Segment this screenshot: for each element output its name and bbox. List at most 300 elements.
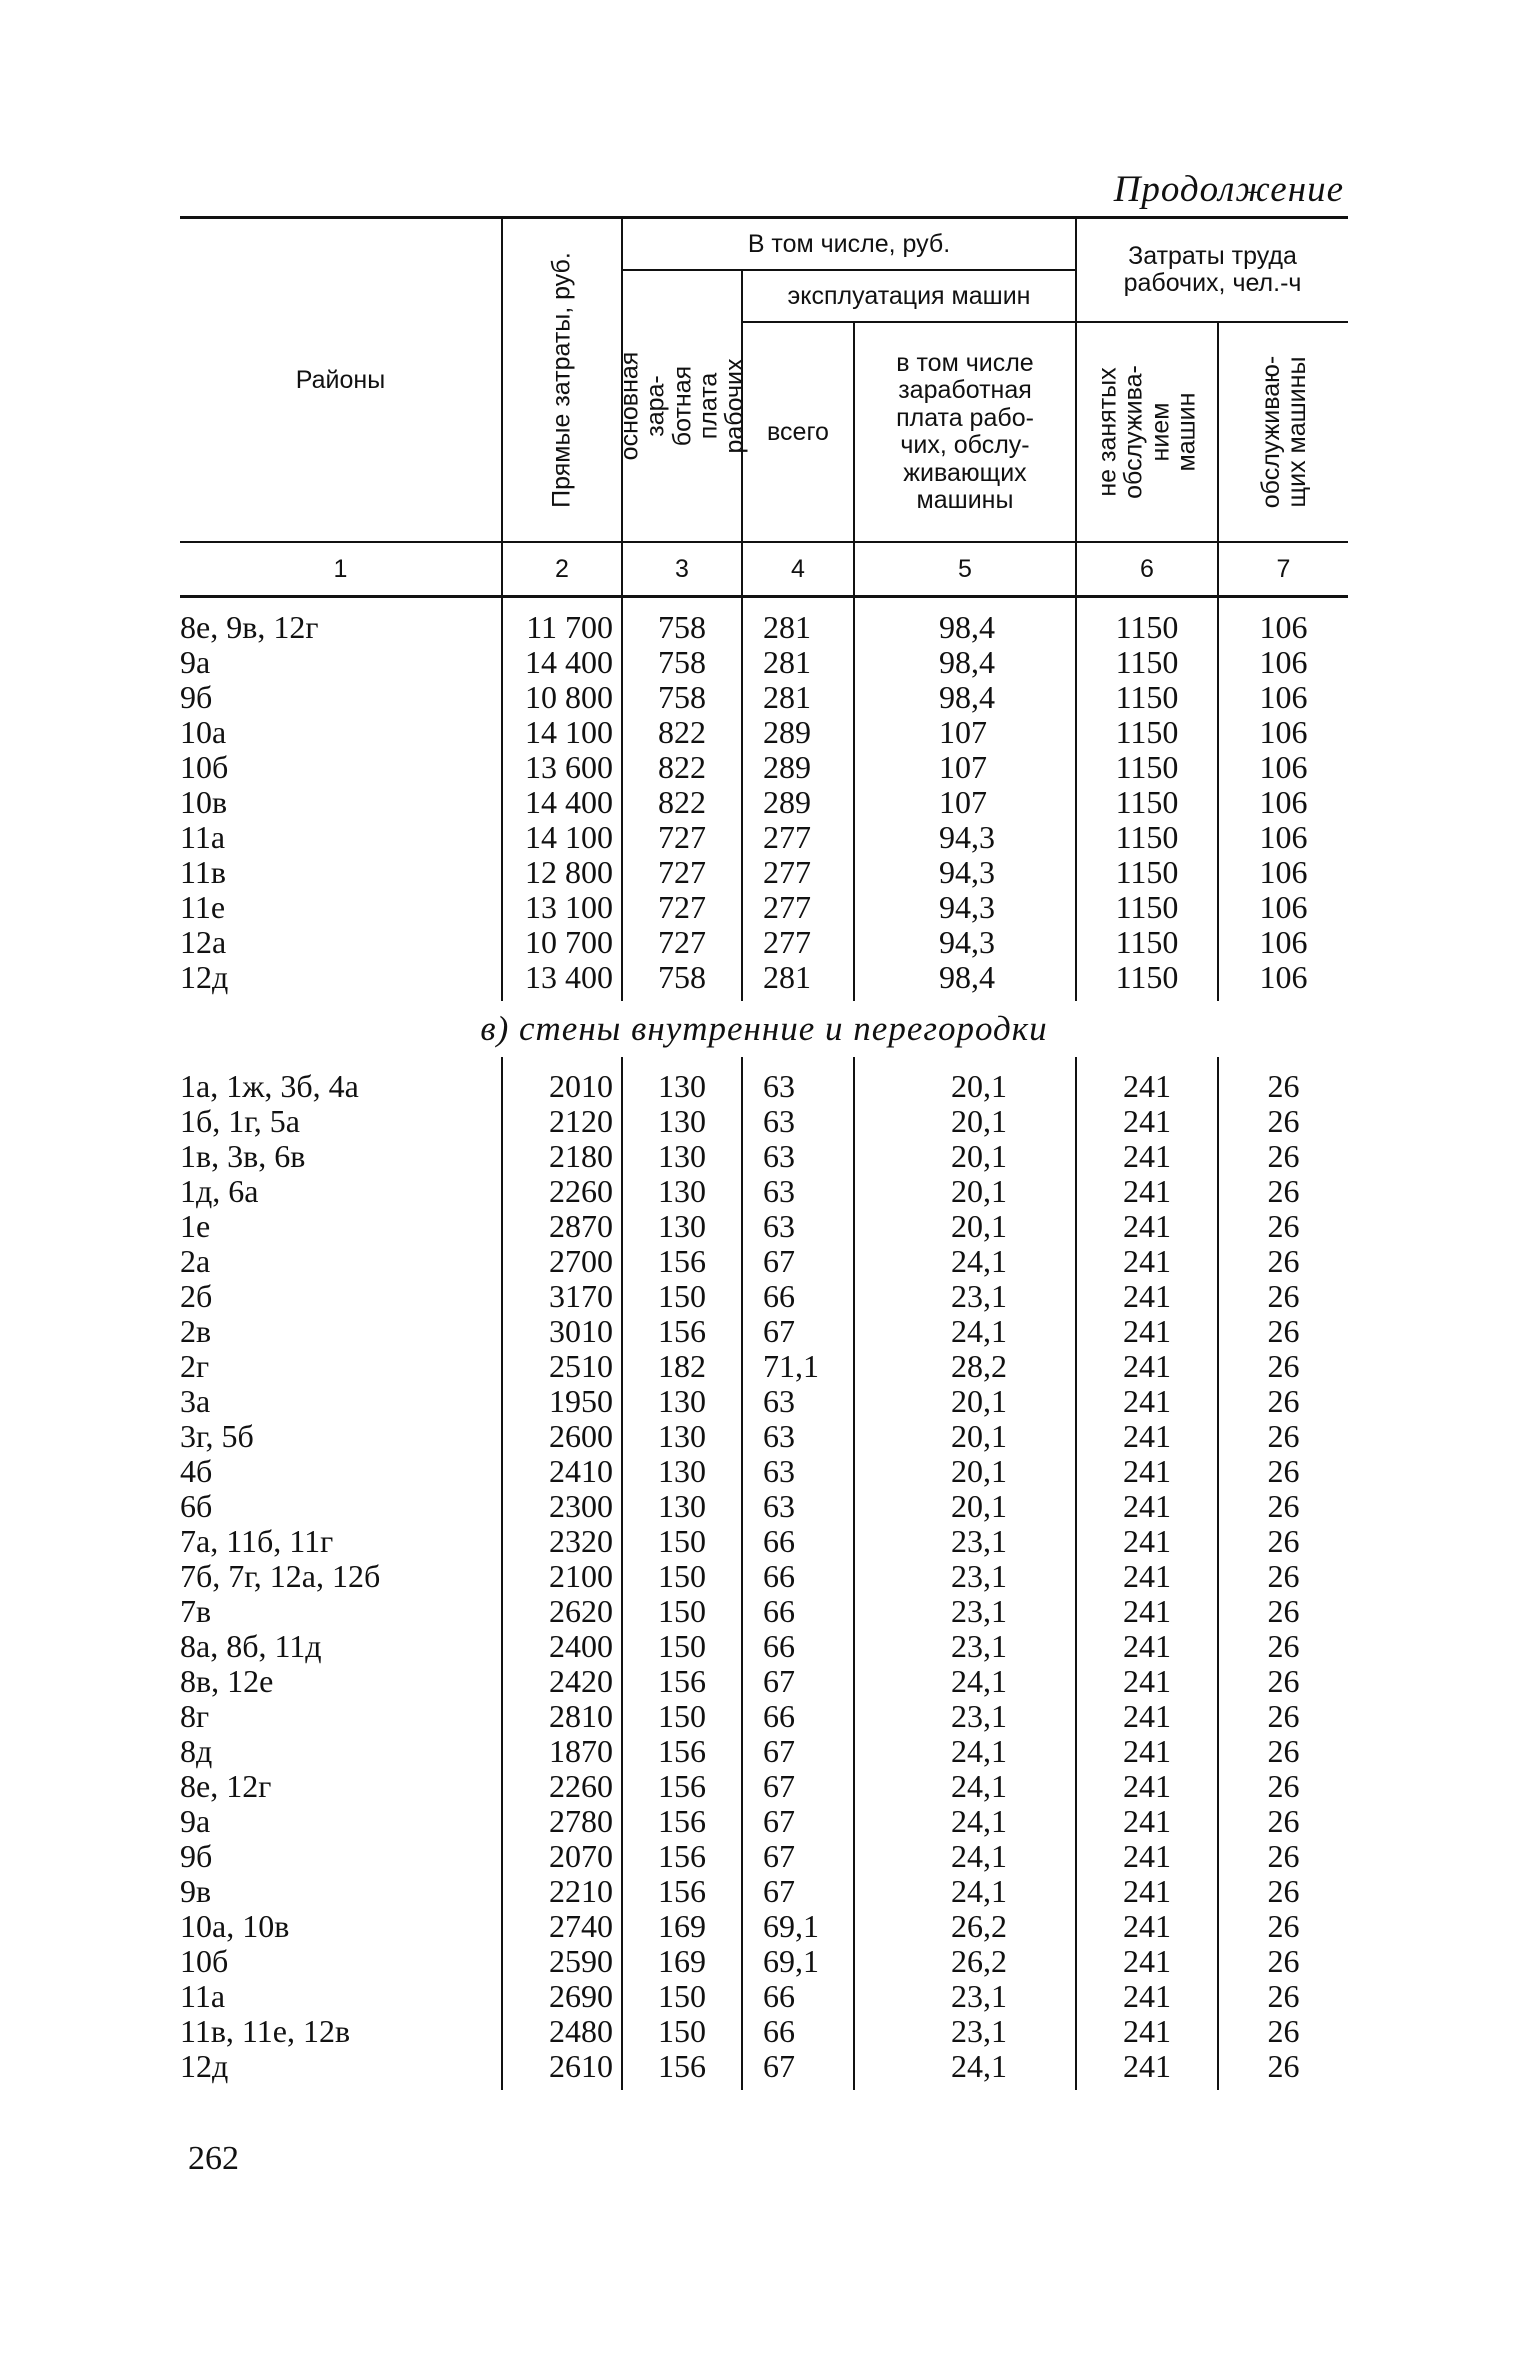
labor-machine-cell: 106	[1218, 610, 1348, 645]
labor-non-machine-cell: 241	[1076, 1069, 1218, 1104]
machine-wage-cell: 23,1	[854, 2014, 1076, 2049]
labor-non-machine-cell: 241	[1076, 1979, 1218, 2014]
col-number: 4	[742, 542, 854, 597]
labor-non-machine-cell: 1150	[1076, 925, 1218, 960]
direct-costs-cell: 2410	[502, 1454, 622, 1489]
table-row	[180, 1384, 1348, 1419]
machine-total-cell: 66	[742, 1629, 854, 1664]
table-row	[180, 1734, 1348, 1769]
machine-wage-cell: 28,2	[854, 1349, 1076, 1384]
region-cell: 10в	[180, 784, 228, 820]
region-cell: 12д	[180, 959, 229, 995]
machine-wage-cell: 20,1	[854, 1174, 1076, 1209]
region-cell: 9в	[180, 1873, 212, 1909]
labor-non-machine-cell: 1150	[1076, 715, 1218, 750]
direct-costs-cell: 2210	[502, 1874, 622, 1909]
base-wage-cell: 182	[622, 1349, 742, 1384]
machine-wage-cell: 98,4	[854, 610, 1076, 645]
machine-wage-cell: 98,4	[854, 680, 1076, 715]
labor-machine-cell: 26	[1218, 1069, 1348, 1104]
table-row	[180, 1139, 1348, 1174]
table-row	[180, 1769, 1348, 1804]
header-incl-wage-machine: в том числе заработная плата рабо- чих, обслу- живающих машины	[854, 322, 1076, 542]
header-direct-costs: Прямые затраты, руб.	[547, 252, 576, 508]
page-number: 262	[188, 2140, 239, 2177]
machine-wage-cell: 23,1	[854, 1699, 1076, 1734]
base-wage-cell: 150	[622, 1559, 742, 1594]
labor-non-machine-cell: 241	[1076, 1454, 1218, 1489]
machine-total-cell: 66	[742, 1979, 854, 2014]
machine-wage-cell: 26,2	[854, 1944, 1076, 1979]
base-wage-cell: 758	[622, 960, 742, 995]
labor-non-machine-cell: 241	[1076, 1909, 1218, 1944]
direct-costs-cell: 12 800	[502, 855, 622, 890]
direct-costs-cell: 3010	[502, 1314, 622, 1349]
machine-wage-cell: 24,1	[854, 1314, 1076, 1349]
direct-costs-cell: 2870	[502, 1209, 622, 1244]
table-row	[180, 610, 1348, 645]
base-wage-cell: 156	[622, 1664, 742, 1699]
machine-total-cell: 69,1	[742, 1944, 854, 1979]
cost-table	[180, 216, 1348, 2090]
labor-non-machine-cell: 241	[1076, 1804, 1218, 1839]
base-wage-cell: 156	[622, 1734, 742, 1769]
header-not-machine: не занятых обслужива- нием машин	[1093, 365, 1201, 499]
machine-total-cell: 63	[742, 1384, 854, 1419]
base-wage-cell: 130	[622, 1454, 742, 1489]
table-row	[180, 1664, 1348, 1699]
base-wage-cell: 156	[622, 1804, 742, 1839]
machine-total-cell: 67	[742, 1874, 854, 1909]
table-row	[180, 750, 1348, 785]
region-cell: 8г	[180, 1698, 210, 1734]
base-wage-cell: 758	[622, 610, 742, 645]
labor-non-machine-cell: 241	[1076, 1629, 1218, 1664]
labor-non-machine-cell: 241	[1076, 1769, 1218, 1804]
labor-non-machine-cell: 241	[1076, 1874, 1218, 1909]
direct-costs-cell: 14 400	[502, 785, 622, 820]
direct-costs-cell: 3170	[502, 1279, 622, 1314]
direct-costs-cell: 2700	[502, 1244, 622, 1279]
machine-total-cell: 66	[742, 1594, 854, 1629]
labor-machine-cell: 26	[1218, 1314, 1348, 1349]
machine-total-cell: 63	[742, 1209, 854, 1244]
labor-machine-cell: 106	[1218, 820, 1348, 855]
direct-costs-cell: 2510	[502, 1349, 622, 1384]
machine-wage-cell: 23,1	[854, 1594, 1076, 1629]
table-row	[180, 1069, 1348, 1104]
direct-costs-cell: 2480	[502, 2014, 622, 2049]
region-cell: 11в, 11е, 12в	[180, 2013, 351, 2049]
labor-machine-cell: 106	[1218, 680, 1348, 715]
machine-wage-cell: 20,1	[854, 1104, 1076, 1139]
base-wage-cell: 727	[622, 925, 742, 960]
machine-wage-cell: 23,1	[854, 1279, 1076, 1314]
region-cell: 11а	[180, 1978, 226, 2014]
direct-costs-cell: 2180	[502, 1139, 622, 1174]
region-cell: 8а, 8б, 11д	[180, 1628, 322, 1664]
region-cell: 11а	[180, 819, 226, 855]
machine-total-cell: 69,1	[742, 1909, 854, 1944]
base-wage-cell: 156	[622, 1314, 742, 1349]
labor-non-machine-cell: 241	[1076, 2014, 1218, 2049]
region-cell: 10а, 10в	[180, 1908, 290, 1944]
table-row	[180, 1349, 1348, 1384]
labor-non-machine-cell: 241	[1076, 1174, 1218, 1209]
base-wage-cell: 130	[622, 1174, 742, 1209]
base-wage-cell: 822	[622, 750, 742, 785]
machine-wage-cell: 107	[854, 750, 1076, 785]
machine-wage-cell: 20,1	[854, 1209, 1076, 1244]
direct-costs-cell: 2320	[502, 1524, 622, 1559]
machine-total-cell: 66	[742, 1699, 854, 1734]
direct-costs-cell: 11 700	[502, 610, 622, 645]
labor-non-machine-cell: 1150	[1076, 680, 1218, 715]
base-wage-cell: 130	[622, 1419, 742, 1454]
labor-machine-cell: 106	[1218, 960, 1348, 995]
table-row	[180, 960, 1348, 995]
machine-wage-cell: 107	[854, 785, 1076, 820]
region-cell: 4б	[180, 1453, 213, 1489]
region-cell: 2б	[180, 1278, 213, 1314]
labor-machine-cell: 106	[1218, 890, 1348, 925]
table-row	[180, 2014, 1348, 2049]
machine-total-cell: 289	[742, 715, 854, 750]
labor-non-machine-cell: 1150	[1076, 645, 1218, 680]
direct-costs-cell: 2620	[502, 1594, 622, 1629]
base-wage-cell: 130	[622, 1384, 742, 1419]
labor-machine-cell: 106	[1218, 785, 1348, 820]
labor-machine-cell: 26	[1218, 2049, 1348, 2084]
machine-total-cell: 281	[742, 960, 854, 995]
labor-machine-cell: 26	[1218, 1629, 1348, 1664]
direct-costs-cell: 13 100	[502, 890, 622, 925]
labor-machine-cell: 106	[1218, 750, 1348, 785]
table-row	[180, 680, 1348, 715]
labor-non-machine-cell: 1150	[1076, 960, 1218, 995]
labor-non-machine-cell: 241	[1076, 1524, 1218, 1559]
labor-non-machine-cell: 241	[1076, 1839, 1218, 1874]
table-row	[180, 1489, 1348, 1524]
labor-machine-cell: 26	[1218, 1419, 1348, 1454]
table-row	[180, 1314, 1348, 1349]
machine-total-cell: 66	[742, 2014, 854, 2049]
machine-total-cell: 277	[742, 855, 854, 890]
region-cell: 8в, 12е	[180, 1663, 274, 1699]
table-row	[180, 890, 1348, 925]
base-wage-cell: 758	[622, 680, 742, 715]
base-wage-cell: 150	[622, 1979, 742, 2014]
labor-non-machine-cell: 241	[1076, 1699, 1218, 1734]
machine-total-cell: 289	[742, 750, 854, 785]
base-wage-cell: 156	[622, 1244, 742, 1279]
table-row	[180, 1454, 1348, 1489]
region-cell: 7б, 7г, 12а, 12б	[180, 1558, 381, 1594]
labor-machine-cell: 26	[1218, 1874, 1348, 1909]
table-row	[180, 2049, 1348, 2084]
labor-machine-cell: 26	[1218, 1454, 1348, 1489]
labor-machine-cell: 26	[1218, 2014, 1348, 2049]
machine-wage-cell: 24,1	[854, 1244, 1076, 1279]
table-row	[180, 1244, 1348, 1279]
machine-wage-cell: 24,1	[854, 1734, 1076, 1769]
table-row	[180, 1104, 1348, 1139]
direct-costs-cell: 2300	[502, 1489, 622, 1524]
base-wage-cell: 130	[622, 1069, 742, 1104]
direct-costs-cell: 2780	[502, 1804, 622, 1839]
labor-non-machine-cell: 241	[1076, 1279, 1218, 1314]
labor-non-machine-cell: 241	[1076, 1349, 1218, 1384]
direct-costs-cell: 2610	[502, 2049, 622, 2084]
labor-non-machine-cell: 241	[1076, 1489, 1218, 1524]
header-regions: Районы	[180, 218, 502, 543]
header-base-wage: основная зара- ботная плата рабочих	[615, 351, 749, 461]
region-cell: 1в, 3в, 6в	[180, 1138, 306, 1174]
labor-machine-cell: 26	[1218, 1769, 1348, 1804]
base-wage-cell: 156	[622, 1874, 742, 1909]
table-row	[180, 1839, 1348, 1874]
machine-total-cell: 63	[742, 1489, 854, 1524]
direct-costs-cell: 2010	[502, 1069, 622, 1104]
machine-wage-cell: 98,4	[854, 645, 1076, 680]
labor-machine-cell: 26	[1218, 1174, 1348, 1209]
direct-costs-cell: 13 600	[502, 750, 622, 785]
region-cell: 1а, 1ж, 3б, 4а	[180, 1068, 359, 1104]
direct-costs-cell: 1870	[502, 1734, 622, 1769]
labor-machine-cell: 26	[1218, 1104, 1348, 1139]
labor-machine-cell: 26	[1218, 1734, 1348, 1769]
machine-total-cell: 277	[742, 890, 854, 925]
machine-total-cell: 67	[742, 1244, 854, 1279]
region-cell: 8д	[180, 1733, 213, 1769]
machine-total-cell: 66	[742, 1524, 854, 1559]
header-machine-operation: эксплуатация машин	[742, 270, 1076, 322]
base-wage-cell: 727	[622, 855, 742, 890]
labor-non-machine-cell: 1150	[1076, 820, 1218, 855]
direct-costs-cell: 2590	[502, 1944, 622, 1979]
labor-machine-cell: 26	[1218, 1489, 1348, 1524]
machine-wage-cell: 107	[854, 715, 1076, 750]
col-number: 3	[622, 542, 742, 597]
base-wage-cell: 130	[622, 1489, 742, 1524]
machine-total-cell: 63	[742, 1419, 854, 1454]
direct-costs-cell: 10 800	[502, 680, 622, 715]
direct-costs-cell: 10 700	[502, 925, 622, 960]
table-row	[180, 1909, 1348, 1944]
table-row	[180, 1979, 1348, 2014]
section-title: в) стены внутренние и перегородки	[480, 1009, 1048, 1048]
machine-total-cell: 67	[742, 2049, 854, 2084]
base-wage-cell: 150	[622, 1629, 742, 1664]
region-cell: 6б	[180, 1488, 213, 1524]
region-cell: 10а	[180, 714, 227, 750]
labor-non-machine-cell: 241	[1076, 1734, 1218, 1769]
machine-wage-cell: 23,1	[854, 1629, 1076, 1664]
machine-total-cell: 71,1	[742, 1349, 854, 1384]
region-cell: 8е, 12г	[180, 1768, 272, 1804]
labor-non-machine-cell: 1150	[1076, 750, 1218, 785]
machine-wage-cell: 24,1	[854, 1839, 1076, 1874]
base-wage-cell: 150	[622, 1279, 742, 1314]
header-total: всего	[742, 322, 854, 542]
machine-total-cell: 63	[742, 1139, 854, 1174]
labor-machine-cell: 106	[1218, 715, 1348, 750]
labor-machine-cell: 106	[1218, 925, 1348, 960]
machine-total-cell: 281	[742, 645, 854, 680]
machine-wage-cell: 20,1	[854, 1069, 1076, 1104]
direct-costs-cell: 14 400	[502, 645, 622, 680]
base-wage-cell: 758	[622, 645, 742, 680]
labor-machine-cell: 26	[1218, 1944, 1348, 1979]
region-cell: 9б	[180, 679, 213, 715]
machine-wage-cell: 98,4	[854, 960, 1076, 995]
machine-total-cell: 67	[742, 1314, 854, 1349]
region-cell: 11в	[180, 854, 226, 890]
labor-machine-cell: 26	[1218, 1139, 1348, 1174]
region-cell: 8е, 9в, 12г	[180, 609, 319, 645]
machine-wage-cell: 24,1	[854, 1874, 1076, 1909]
labor-machine-cell: 106	[1218, 855, 1348, 890]
labor-non-machine-cell: 1150	[1076, 890, 1218, 925]
base-wage-cell: 130	[622, 1104, 742, 1139]
base-wage-cell: 169	[622, 1909, 742, 1944]
header-machine-workers: обслуживаю- щих машины	[1256, 355, 1311, 509]
base-wage-cell: 727	[622, 890, 742, 925]
machine-wage-cell: 94,3	[854, 925, 1076, 960]
labor-machine-cell: 106	[1218, 645, 1348, 680]
table-row	[180, 645, 1348, 680]
table-row	[180, 1209, 1348, 1244]
machine-wage-cell: 26,2	[854, 1909, 1076, 1944]
machine-wage-cell: 94,3	[854, 820, 1076, 855]
labor-non-machine-cell: 241	[1076, 2049, 1218, 2084]
region-cell: 2а	[180, 1243, 211, 1279]
section-heading-row	[180, 1001, 1348, 1057]
region-cell: 10б	[180, 1943, 229, 1979]
region-cell: 2г	[180, 1348, 210, 1384]
col-number: 2	[502, 542, 622, 597]
table-row	[180, 1944, 1348, 1979]
labor-non-machine-cell: 241	[1076, 1944, 1218, 1979]
table-header	[180, 218, 1348, 597]
region-cell: 2в	[180, 1313, 212, 1349]
labor-machine-cell: 26	[1218, 1279, 1348, 1314]
direct-costs-cell: 14 100	[502, 820, 622, 855]
header-including-rub: В том числе, руб.	[622, 218, 1076, 271]
table-row	[180, 1279, 1348, 1314]
table-row	[180, 1594, 1348, 1629]
base-wage-cell: 156	[622, 1769, 742, 1804]
base-wage-cell: 822	[622, 785, 742, 820]
region-cell: 11е	[180, 889, 226, 925]
machine-wage-cell: 20,1	[854, 1384, 1076, 1419]
labor-machine-cell: 26	[1218, 1209, 1348, 1244]
labor-machine-cell: 26	[1218, 1384, 1348, 1419]
region-cell: 12д	[180, 2048, 229, 2084]
table-row	[180, 1174, 1348, 1209]
direct-costs-cell: 14 100	[502, 715, 622, 750]
column-number-row	[180, 542, 1348, 597]
region-cell: 10б	[180, 749, 229, 785]
table-row	[180, 1629, 1348, 1664]
region-cell: 12а	[180, 924, 227, 960]
machine-wage-cell: 20,1	[854, 1419, 1076, 1454]
labor-machine-cell: 26	[1218, 1664, 1348, 1699]
machine-wage-cell: 24,1	[854, 2049, 1076, 2084]
table-row	[180, 1874, 1348, 1909]
region-cell: 9а	[180, 644, 211, 680]
machine-total-cell: 67	[742, 1664, 854, 1699]
machine-wage-cell: 20,1	[854, 1139, 1076, 1174]
region-cell: 9б	[180, 1838, 213, 1874]
table-row	[180, 1699, 1348, 1734]
machine-total-cell: 63	[742, 1454, 854, 1489]
direct-costs-cell: 2420	[502, 1664, 622, 1699]
direct-costs-cell: 2400	[502, 1629, 622, 1664]
direct-costs-cell: 2600	[502, 1419, 622, 1454]
region-cell: 1д, 6а	[180, 1173, 259, 1209]
direct-costs-cell: 2740	[502, 1909, 622, 1944]
labor-machine-cell: 26	[1218, 1699, 1348, 1734]
col-number: 6	[1076, 542, 1218, 597]
base-wage-cell: 130	[622, 1209, 742, 1244]
machine-total-cell: 66	[742, 1279, 854, 1314]
machine-total-cell: 63	[742, 1174, 854, 1209]
region-cell: 7а, 11б, 11г	[180, 1523, 334, 1559]
machine-total-cell: 67	[742, 1734, 854, 1769]
table-row	[180, 1524, 1348, 1559]
labor-non-machine-cell: 241	[1076, 1594, 1218, 1629]
base-wage-cell: 822	[622, 715, 742, 750]
table-row	[180, 785, 1348, 820]
labor-non-machine-cell: 241	[1076, 1419, 1218, 1454]
machine-total-cell: 289	[742, 785, 854, 820]
base-wage-cell: 727	[622, 820, 742, 855]
base-wage-cell: 150	[622, 1594, 742, 1629]
table-row	[180, 1804, 1348, 1839]
machine-total-cell: 63	[742, 1104, 854, 1139]
labor-non-machine-cell: 241	[1076, 1664, 1218, 1699]
machine-total-cell: 67	[742, 1769, 854, 1804]
machine-wage-cell: 20,1	[854, 1454, 1076, 1489]
base-wage-cell: 130	[622, 1139, 742, 1174]
region-cell: 1е	[180, 1208, 211, 1244]
region-cell: 3а	[180, 1383, 211, 1419]
machine-wage-cell: 94,3	[854, 855, 1076, 890]
direct-costs-cell: 1950	[502, 1384, 622, 1419]
machine-wage-cell: 20,1	[854, 1489, 1076, 1524]
machine-total-cell: 281	[742, 680, 854, 715]
labor-non-machine-cell: 1150	[1076, 855, 1218, 890]
base-wage-cell: 156	[622, 1839, 742, 1874]
region-cell: 7в	[180, 1593, 212, 1629]
machine-wage-cell: 24,1	[854, 1804, 1076, 1839]
machine-wage-cell: 24,1	[854, 1769, 1076, 1804]
labor-non-machine-cell: 241	[1076, 1314, 1218, 1349]
labor-machine-cell: 26	[1218, 1559, 1348, 1594]
machine-total-cell: 63	[742, 1069, 854, 1104]
col-number: 1	[180, 542, 502, 597]
machine-wage-cell: 23,1	[854, 1524, 1076, 1559]
table-row	[180, 715, 1348, 750]
direct-costs-cell: 2810	[502, 1699, 622, 1734]
labor-machine-cell: 26	[1218, 1979, 1348, 2014]
direct-costs-cell: 2260	[502, 1769, 622, 1804]
continuation-label: Продолжение	[1113, 169, 1344, 210]
direct-costs-cell: 2690	[502, 1979, 622, 2014]
machine-total-cell: 277	[742, 820, 854, 855]
labor-machine-cell: 26	[1218, 1244, 1348, 1279]
